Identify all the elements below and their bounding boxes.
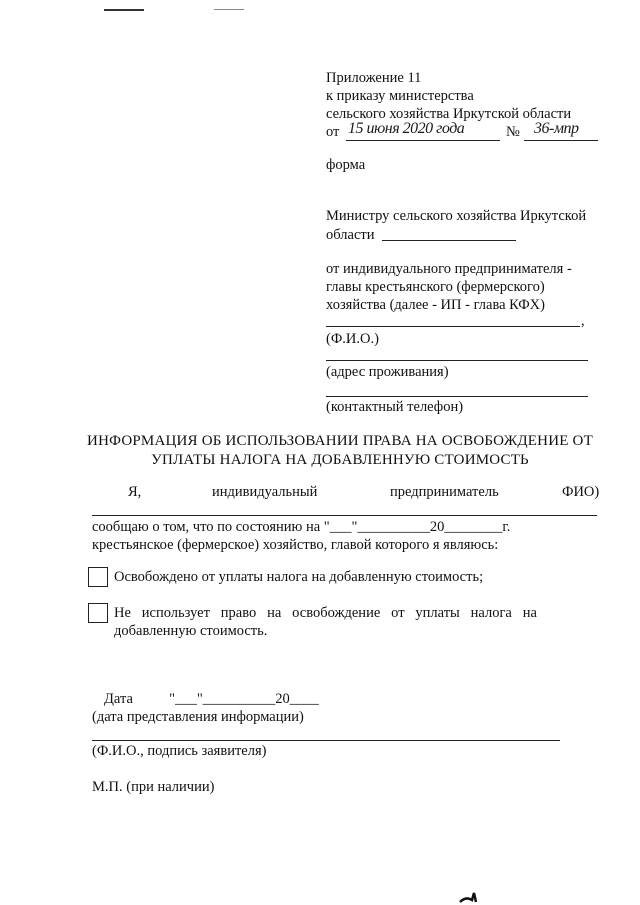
body-word-entrepreneur: предприниматель (390, 484, 499, 500)
document-title-line-1: ИНФОРМАЦИЯ ОБ ИСПОЛЬЗОВАНИИ ПРАВА НА ОСВОБОЖДЕНИЕ ОТ (87, 433, 593, 449)
exempt-option-label: Освобождено от уплаты налога на добавленную стоимость; (114, 569, 484, 585)
address-caption: (адрес проживания) (326, 364, 449, 380)
from-line-3: хозяйства (далее - ИП - глава КФХ) (326, 297, 545, 313)
date-caption: (дата представления информации) (92, 709, 304, 725)
farm-line: крестьянское (фермерское) хозяйство, главой которого я являюсь: (92, 537, 499, 553)
stamp-label: М.П. (при наличии) (92, 779, 215, 795)
addressee-line-1: Министру сельского хозяйства Иркутской (326, 208, 587, 224)
phone-caption: (контактный телефон) (326, 399, 464, 415)
body-word-individual: индивидуальный (212, 484, 318, 500)
address-field-line (326, 360, 588, 361)
date-line: Дата "___"__________20____ (104, 691, 319, 707)
order-ref: к приказу министерства (326, 88, 474, 104)
number-sign: № (506, 124, 520, 140)
from-line-2: главы крестьянского (фермерского) (326, 279, 545, 295)
body-word-ya: Я, (128, 484, 142, 500)
addressee-line-2: области (326, 227, 375, 243)
fio-comma: , (581, 313, 585, 329)
handwritten-number: 36-мпр (534, 120, 579, 137)
document-title-line-2: УПЛАТЫ НАЛОГА НА ДОБАВЛЕННУЮ СТОИМОСТЬ (151, 452, 529, 468)
exempt-checkbox[interactable] (88, 567, 108, 587)
fio-field-line (326, 326, 580, 327)
from-line-1: от индивидуального предпринимателя - (326, 261, 572, 277)
signature-caption: (Ф.И.О., подпись заявителя) (92, 743, 267, 759)
scan-artifact (104, 9, 144, 11)
not-use-option-line-1: Не использует право на освобождение от уплаты налога на (114, 605, 537, 621)
fio-caption: (Ф.И.О.) (326, 331, 379, 347)
ministry-name: сельского хозяйства Иркутской области (326, 106, 572, 122)
signature-line (92, 740, 560, 741)
region-blank (382, 240, 516, 241)
scan-artifact (214, 9, 244, 10)
form-label: форма (326, 157, 366, 173)
not-use-option-line-2: добавленную стоимость. (114, 623, 268, 639)
appendix-label: Приложение 11 (326, 70, 422, 86)
not-use-checkbox[interactable] (88, 603, 108, 623)
date-underline (346, 140, 500, 141)
date-prefix: от (326, 124, 340, 140)
body-word-fio: ФИО) (562, 484, 600, 500)
scan-mark-icon (458, 890, 488, 905)
fio-body-line (92, 515, 597, 516)
report-line: сообщаю о том, что по состоянию на "___"__________20________г. (92, 519, 511, 535)
handwritten-date: 15 июня 2020 года (348, 120, 465, 137)
phone-field-line (326, 396, 588, 397)
number-underline (524, 140, 598, 141)
